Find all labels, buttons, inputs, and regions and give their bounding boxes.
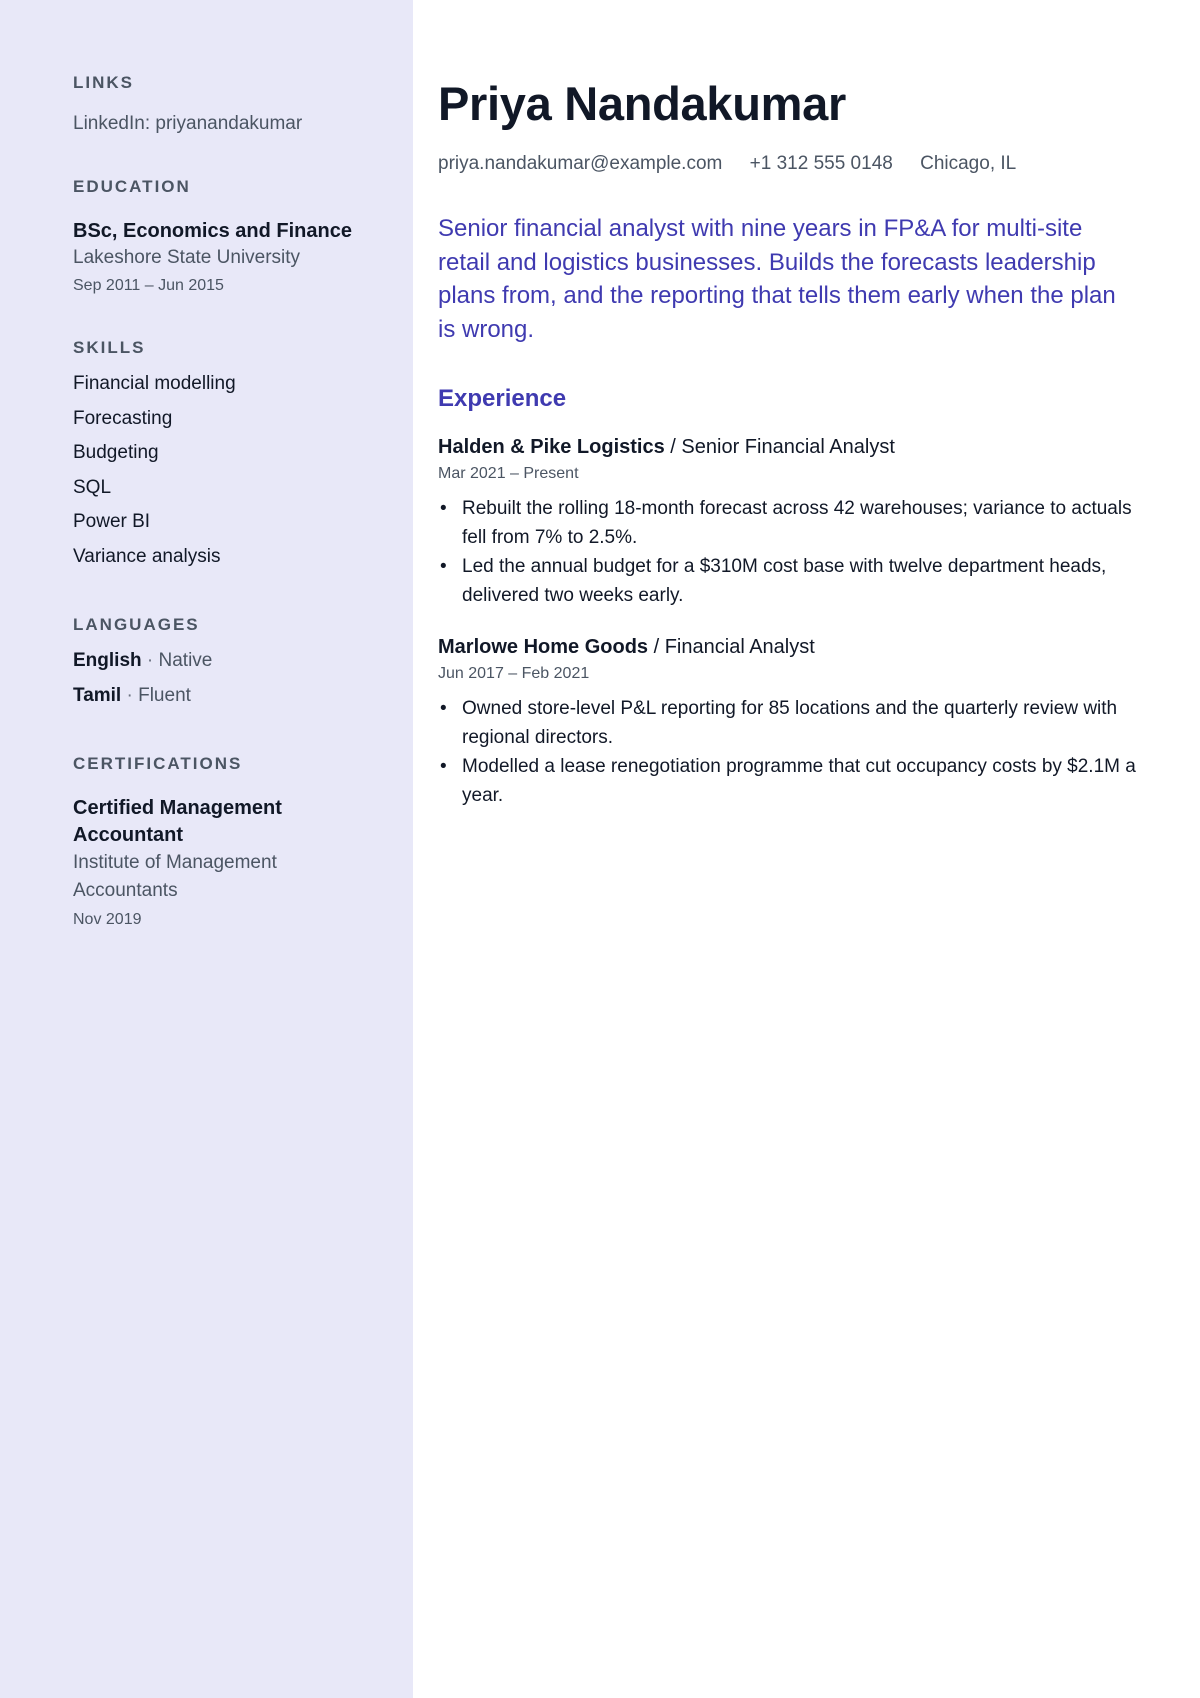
job-separator: / bbox=[670, 436, 676, 458]
languages-list bbox=[73, 644, 413, 713]
skills-list bbox=[73, 367, 413, 574]
certifications-section bbox=[73, 753, 413, 931]
experience-heading: Experience bbox=[438, 385, 567, 412]
certification-date: Nov 2019 bbox=[73, 911, 142, 928]
certification-name: Certified Management Accountant bbox=[73, 797, 282, 846]
bullet-text: Rebuilt the rolling 18-month forecast across 42 warehouses; variance to actuals fell from 7% to 2.5%. bbox=[462, 498, 1132, 548]
bullet-glyph: • bbox=[440, 698, 447, 719]
contact-phone[interactable]: +1 312 555 0148 bbox=[749, 153, 893, 174]
language-item bbox=[73, 644, 413, 679]
summary: Senior financial analyst with nine years in FP&A for multi-site retail and logistics businesses. Builds the forecasts leadership plans from, and the reporting that tells them early when the plan is wrong. bbox=[438, 215, 1116, 343]
language-separator: · bbox=[146, 650, 154, 671]
language-separator: · bbox=[126, 684, 133, 706]
certifications-heading: CERTIFICATIONS bbox=[73, 754, 243, 773]
job-bullets bbox=[438, 495, 1138, 610]
skills-section bbox=[73, 337, 413, 574]
skill-item: SQL bbox=[73, 476, 112, 498]
bullet-text: Modelled a lease renegotiation programme that cut occupancy costs by $2.1M a year. bbox=[462, 756, 1136, 806]
language-name: Tamil bbox=[73, 684, 122, 706]
candidate-name: Priya Nandakumar bbox=[438, 77, 846, 130]
bullet-text: Owned store-level P&L reporting for 85 locations and the quarterly review with regional directors. bbox=[462, 698, 1118, 748]
job-company: Marlowe Home Goods bbox=[438, 636, 649, 658]
linkedin-link[interactable]: LinkedIn: priyanandakumar bbox=[73, 113, 303, 134]
languages-heading: LANGUAGES bbox=[73, 615, 200, 634]
education-degree: BSc, Economics and Finance bbox=[73, 220, 352, 242]
job-title-line bbox=[438, 434, 1200, 461]
job-role: Senior Financial Analyst bbox=[681, 436, 895, 458]
job-dates: Jun 2017 – Feb 2021 bbox=[438, 665, 590, 682]
language-name: English bbox=[73, 650, 142, 671]
main-content bbox=[413, 0, 1200, 1698]
job-bullet bbox=[438, 753, 1138, 810]
certification-org: Institute of Management Accountants bbox=[73, 852, 277, 901]
skill-item: Financial modelling bbox=[73, 373, 236, 394]
bullet-text: Led the annual budget for a $310M cost base with twelve department heads, delivered two weeks early. bbox=[462, 556, 1107, 606]
contact-location: Chicago, IL bbox=[920, 153, 1017, 174]
job-role: Financial Analyst bbox=[664, 636, 815, 658]
job-title-line bbox=[438, 634, 1200, 661]
job-dates: Mar 2021 – Present bbox=[438, 465, 579, 482]
links-heading: LINKS bbox=[73, 73, 134, 92]
skill-item: Budgeting bbox=[73, 442, 159, 463]
skill-item: Power BI bbox=[73, 511, 151, 532]
bullet-glyph: • bbox=[440, 498, 447, 519]
skill-item: Variance analysis bbox=[73, 545, 221, 567]
job-company: Halden & Pike Logistics bbox=[438, 436, 665, 458]
job-entry bbox=[438, 634, 1200, 810]
languages-section bbox=[73, 614, 413, 713]
job-bullet bbox=[438, 695, 1138, 752]
contact-line bbox=[438, 152, 1200, 176]
language-item bbox=[73, 679, 413, 714]
job-entry bbox=[438, 434, 1200, 610]
contact-email[interactable]: priya.nandakumar@example.com bbox=[438, 153, 723, 174]
education-heading: EDUCATION bbox=[73, 177, 191, 196]
job-bullet bbox=[438, 553, 1138, 610]
education-dates: Sep 2011 – Jun 2015 bbox=[73, 277, 224, 294]
job-bullet bbox=[438, 495, 1138, 552]
bullet-glyph: • bbox=[440, 556, 447, 577]
skill-item: Forecasting bbox=[73, 407, 173, 429]
bullet-glyph: • bbox=[440, 756, 447, 777]
education-section bbox=[73, 176, 413, 297]
education-school: Lakeshore State University bbox=[73, 247, 301, 268]
job-separator: / bbox=[653, 636, 660, 658]
sidebar bbox=[0, 0, 413, 1698]
language-level: Native bbox=[158, 650, 213, 671]
links-section bbox=[73, 72, 413, 136]
language-level: Fluent bbox=[138, 684, 191, 706]
job-bullets bbox=[438, 695, 1138, 810]
skills-heading: SKILLS bbox=[73, 338, 146, 357]
